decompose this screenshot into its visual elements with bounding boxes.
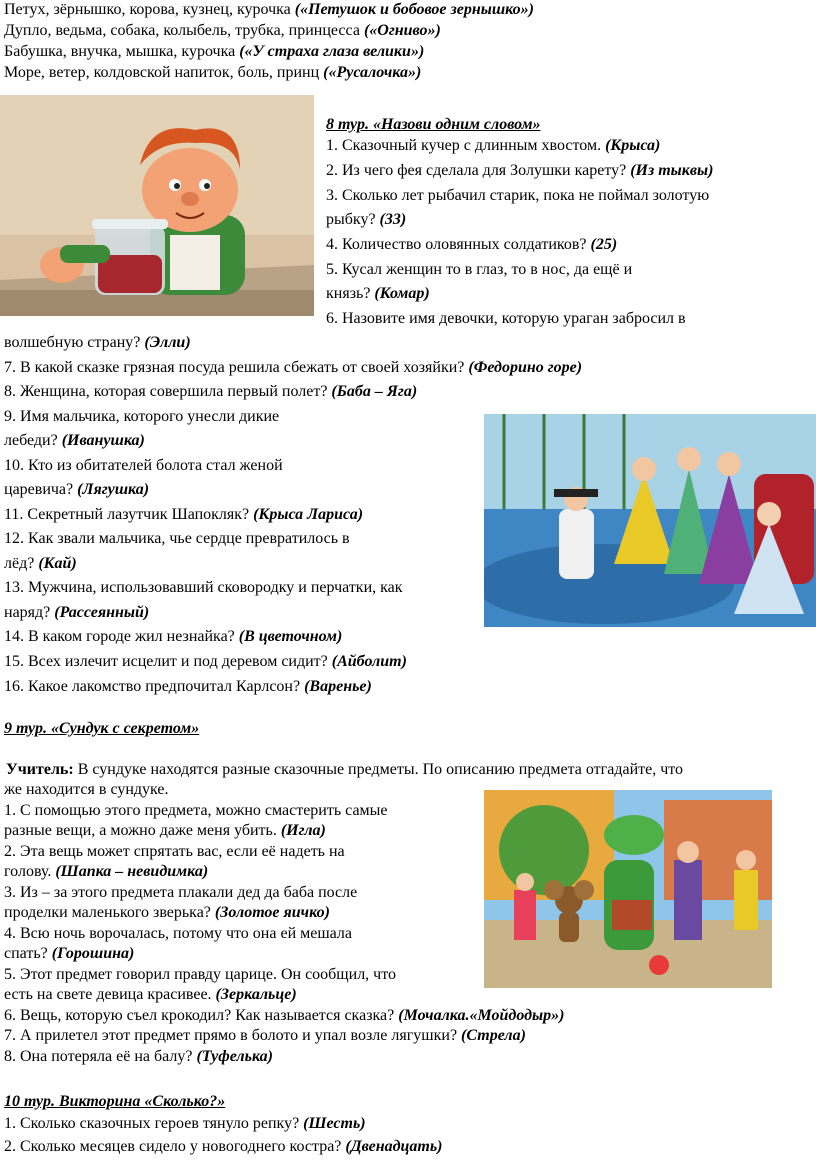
q9-line-5: 3. Из – за этого предмета плакали дед да баба после: [4, 884, 358, 901]
intro-line-4: Море, ветер, колдовской напиток, боль, принц («Русалочка»): [4, 64, 422, 81]
q8-line-8: 6. Назовите имя девочки, которую ураган забросил в: [326, 310, 686, 327]
q9-line-12: 7. А прилетел этот предмет прямо в болото и упал возле лягушки? (Стрела): [4, 1027, 526, 1044]
intro-line-3: Бабушка, внучка, мышка, курочка («У страха глаза велики»): [4, 43, 425, 60]
q9-line-2: разные вещи, а можно даже меня убить. (Игла): [4, 822, 326, 839]
q8-line-21: 14. В каком городе жил незнайка? (В цветочном): [4, 628, 343, 645]
q8-line-12: 9. Имя мальчика, которого унесли дикие: [4, 408, 280, 425]
tour8-title: 8 тур. «Назови одним словом»: [326, 116, 541, 133]
q9-line-11: 6. Вещь, которую съел крокодил? Как называется сказка? (Мочалка.«Мойдодыр»): [4, 1007, 565, 1024]
q8-line-2: 2. Из чего фея сделала для Золушки карету? (Из тыквы): [326, 162, 714, 179]
q8-line-19: 13. Мужчина, использовавший сковородку и перчатки, как: [4, 579, 403, 596]
q9-line-3: 2. Эта вещь может спрятать вас, если её надеть на: [4, 843, 345, 860]
intro-line-2: Дупло, ведьма, собака, колыбель, трубка, принцесса («Огниво»): [4, 22, 441, 39]
q8-line-20: наряд? (Рассеянный): [4, 604, 150, 621]
q10-line-2: 2. Сколько месяцев сидело у новогоднего костра? (Двенадцать): [4, 1138, 443, 1155]
q8-line-18: лёд? (Кай): [4, 555, 77, 572]
q9-line-4: голову. (Шапка – невидимка): [4, 863, 209, 880]
teacher-line-1: Учитель: В сундуке находятся разные сказочные предметы. По описанию предмета отгадайте, что: [6, 761, 684, 778]
tour9-title: 9 тур. «Сундук с секретом»: [4, 720, 200, 737]
q8-line-3: 3. Сколько лет рыбачил старик, пока не поймал золотую: [326, 187, 710, 204]
q8-line-17: 12. Как звали мальчика, чье сердце превратилось в: [4, 530, 350, 547]
q9-line-7: 4. Всю ночь ворочалась, потому что она ей мешала: [4, 925, 353, 942]
q9-line-10: есть на свете девица красивее. (Зеркальце): [4, 986, 297, 1003]
q8-line-16: 11. Секретный лазутчик Шапокляк? (Крыса Лариса): [4, 506, 364, 523]
q9-line-13: 8. Она потеряла её на балу? (Туфелька): [4, 1048, 273, 1065]
q8-line-1: 1. Сказочный кучер с длинным хвостом. (Крыса): [326, 137, 661, 154]
q9-line-9: 5. Этот предмет говорил правду царице. Он сообщил, что: [4, 966, 396, 983]
intro-line-1: Петух, зёрнышко, корова, кузнец, курочка («Петушок и бобовое зернышко»): [4, 1, 534, 18]
q8-line-13: лебеди? (Иванушка): [4, 432, 145, 449]
q9-line-6: проделки маленького зверька? (Золотое яичко): [4, 904, 330, 921]
q8-line-5: 4. Количество оловянных солдатиков? (25): [326, 236, 618, 253]
q8-line-7: князь? (Комар): [326, 285, 430, 302]
tour10-title: 10 тур. Викторина «Сколько?»: [4, 1093, 226, 1110]
carlson-illustration: [0, 95, 314, 316]
q8-line-4: рыбку? (33): [326, 211, 407, 228]
q8-line-9: волшебную страну? (Элли): [4, 334, 191, 351]
q10-line-1: 1. Сколько сказочных героев тянуло репку? (Шесть): [4, 1115, 366, 1132]
q8-line-23: 16. Какое лакомство предпочитал Карлсон? (Варенье): [4, 678, 372, 695]
q9-line-8: спать? (Горошина): [4, 945, 135, 962]
q9-line-1: 1. С помощью этого предмета, можно смастерить самые: [4, 802, 388, 819]
q8-line-11: 8. Женщина, которая совершила первый полет? (Баба – Яга): [4, 383, 418, 400]
gena-illustration: [484, 790, 772, 988]
q8-line-14: 10. Кто из обитателей болота стал женой: [4, 457, 283, 474]
q8-line-22: 15. Всех излечит исцелит и под деревом сидит? (Айболит): [4, 653, 407, 670]
cinderella-illustration: [484, 414, 816, 627]
teacher-line-2: же находится в сундуке.: [4, 781, 169, 798]
q8-line-6: 5. Кусал женщин то в глаз, то в нос, да ещё и: [326, 261, 633, 278]
q8-line-10: 7. В какой сказке грязная посуда решила сбежать от своей хозяйки? (Федорино горе): [4, 359, 583, 376]
q8-line-15: царевича? (Лягушка): [4, 481, 150, 498]
